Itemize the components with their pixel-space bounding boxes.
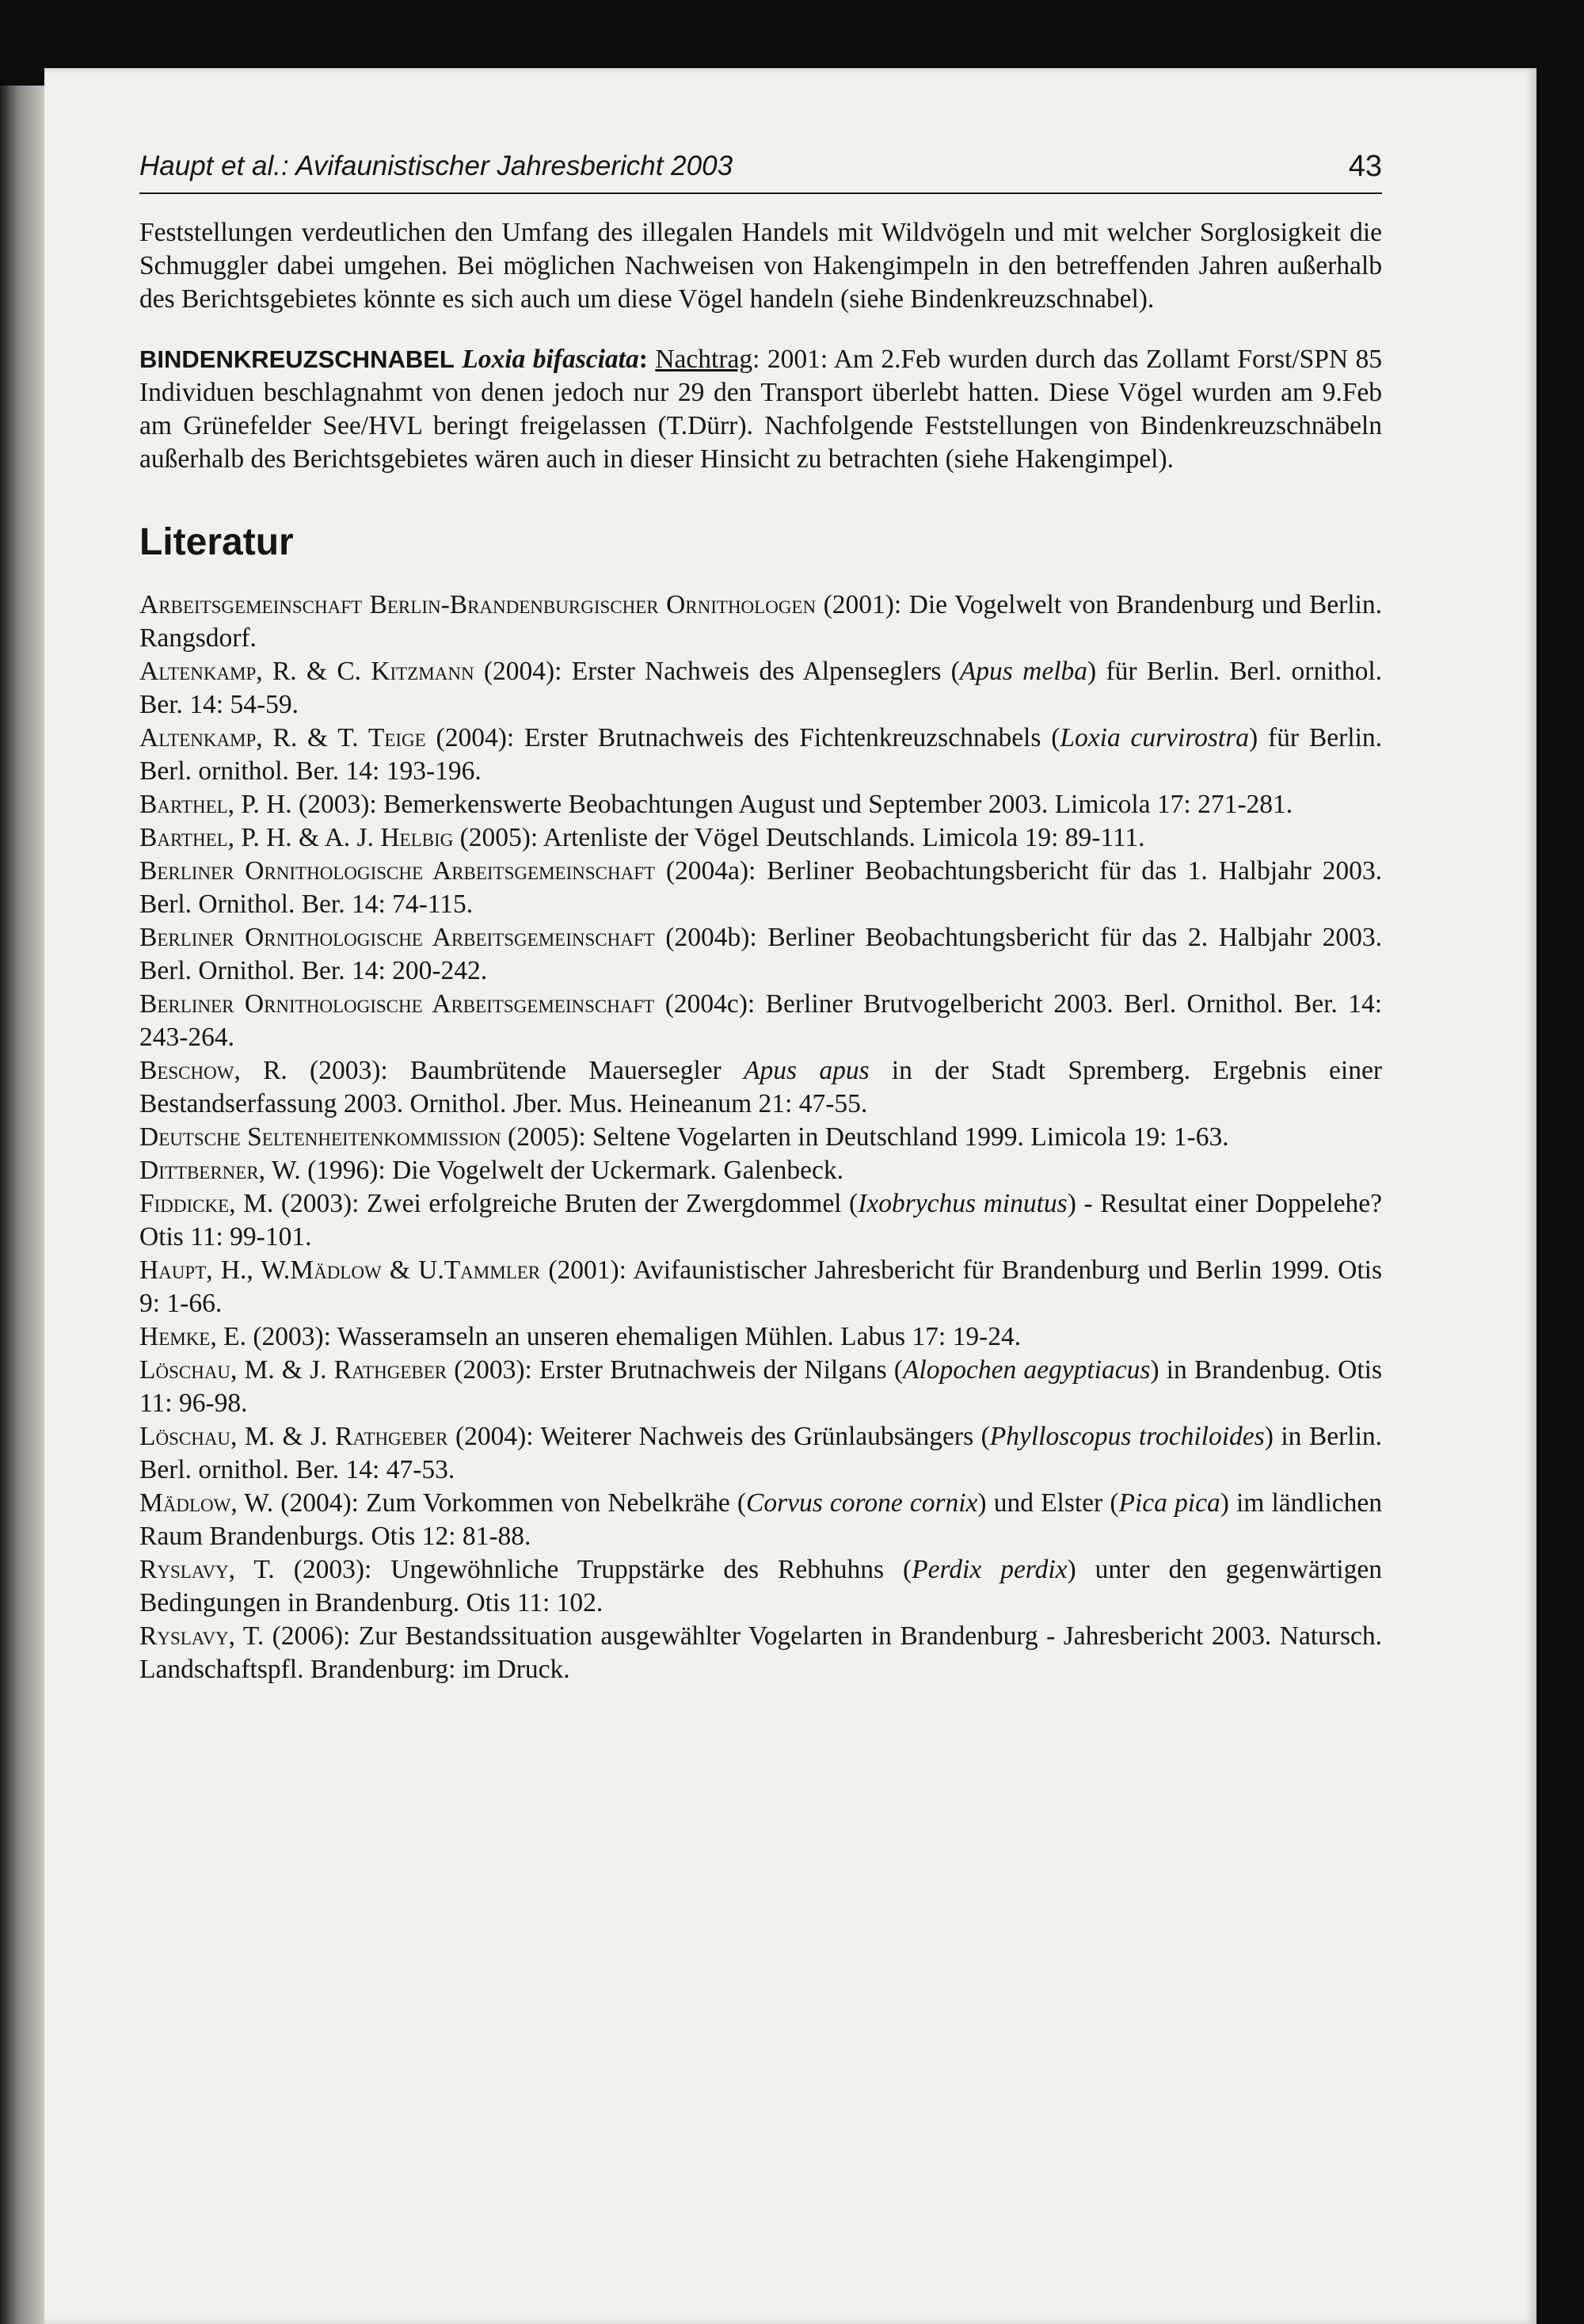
- intro-paragraph: Feststellungen verdeutlichen den Umfang des illegalen Handels mit Wildvögeln und mit welcher Sorglosigkeit die Schmuggler dabei umgehen. Bei möglichen Nachweisen von Hakengimpeln in den betreffenden Jahren außerhalb des Berichtsgebietes könnte es sich auch um diese Vögel handeln (siehe Bindenkreuzschnabel).: [139, 218, 1382, 314]
- reference-text: (2004b): Berliner Beobachtungsbericht für das 2. Halbjahr 2003. Berl. Ornithol. Ber. 14: 200-242.: [139, 923, 1382, 985]
- reference-author: Mädlow, W.: [139, 1488, 274, 1518]
- reference-text: ) in Brandenbug. Otis 11: 96-98.: [139, 1355, 1382, 1418]
- reference-author: Hemke, E.: [139, 1322, 246, 1351]
- reference-text: (2004): Erster Nachweis des Alpenseglers (: [474, 657, 960, 686]
- reference-text: ) im ländlichen Raum Brandenburgs. Otis 12: 81-88.: [139, 1488, 1382, 1551]
- reference-text: (2003): Bemerkenswerte Beobachtungen August und September 2003. Limicola 17: 271-281.: [291, 790, 1293, 819]
- reference-item: [139, 1420, 1382, 1487]
- reference-species-latin: Pica pica: [1118, 1488, 1220, 1518]
- reference-text: (2004): Weiterer Nachweis des Grünlaubsängers (: [447, 1422, 990, 1451]
- reference-item: [139, 1054, 1382, 1121]
- reference-species-latin: Alopochen aegyptiacus: [902, 1355, 1151, 1385]
- reference-item: [139, 1553, 1382, 1620]
- reference-item: [139, 1154, 1382, 1187]
- reference-text: (1996): Die Vogelwelt der Uckermark. Galenbeck.: [300, 1156, 844, 1185]
- running-title: Haupt et al.: Avifaunistischer Jahresbericht 2003: [139, 150, 733, 181]
- reference-author: Ryslavy, T.: [139, 1555, 275, 1584]
- reference-species-latin: Corvus corone cornix: [746, 1488, 978, 1518]
- reference-text: (2005): Artenliste der Vögel Deutschlands. Limicola 19: 89-111.: [453, 823, 1145, 852]
- reference-item: [139, 589, 1382, 655]
- reference-author: Löschau, M. & J. Rathgeber: [139, 1355, 447, 1385]
- reference-text: ) unter den gegenwärtigen Bedingungen in Brandenburg. Otis 11: 102.: [139, 1555, 1382, 1617]
- reference-author: Haupt, H., W.Mädlow & U.Tammler: [139, 1255, 541, 1285]
- reference-text: (2001): Die Vogelwelt von Brandenburg und Berlin. Rangsdorf.: [139, 590, 1382, 653]
- species-colon: :: [638, 345, 648, 374]
- reference-text: in der Stadt Spremberg. Ergebnis einer Bestandserfassung 2003. Ornithol. Jber. Mus. Heineanum 21: 47-55.: [139, 1056, 1382, 1118]
- reference-author: Fiddicke, M.: [139, 1189, 274, 1218]
- reference-species-latin: Ixobrychus minutus: [858, 1189, 1068, 1218]
- reference-list: [139, 589, 1382, 1686]
- reference-author: Berliner Ornithologische Arbeitsgemeinschaft: [139, 989, 655, 1019]
- reference-species-latin: Apus apus: [744, 1056, 870, 1085]
- reference-text: (2004): Zum Vorkommen von Nebelkrähe (: [273, 1488, 747, 1518]
- reference-author: Barthel, P. H.: [139, 790, 292, 819]
- reference-text: (2003): Erster Brutnachweis der Nilgans (: [447, 1355, 903, 1385]
- reference-text: (2003): Zwei erfolgreiche Bruten der Zwergdommel (: [273, 1189, 859, 1218]
- reference-item: [139, 921, 1382, 988]
- reference-species-latin: Apus melba: [959, 657, 1088, 686]
- reference-species-latin: Perdix perdix: [912, 1555, 1068, 1584]
- reference-item: [139, 1121, 1382, 1154]
- reference-item: [139, 988, 1382, 1054]
- reference-text: ) für Berlin. Berl. ornithol. Ber. 14: 193-196.: [139, 723, 1382, 786]
- page-number: 43: [1348, 150, 1382, 183]
- reference-author: Beschow, R.: [139, 1056, 287, 1085]
- reference-species-latin: Loxia curvirostra: [1060, 723, 1250, 752]
- species-latin: Loxia bifasciata: [462, 345, 639, 374]
- scan-left-edge: [0, 86, 44, 2324]
- reference-item: [139, 1354, 1382, 1420]
- reference-author: Arbeitsgemeinschaft Berlin-Brandenburgischer Ornithologen: [139, 590, 817, 619]
- reference-text: (2004a): Berliner Beobachtungsbericht für das 1. Halbjahr 2003. Berl. Ornithol. Ber. 14: 74-115.: [139, 856, 1383, 919]
- reference-author: Altenkamp, R. & C. Kitzmann: [139, 657, 474, 686]
- running-header: [139, 150, 1382, 194]
- reference-author: Ryslavy, T.: [139, 1621, 265, 1651]
- reference-text: (2004c): Berliner Brutvogelbericht 2003. Berl. Ornithol. Ber. 14: 243-264.: [139, 989, 1382, 1052]
- reference-text: (2006): Zur Bestandssituation ausgewählter Vogelarten in Brandenburg - Jahresbericht 2003. Natursch. Landschaftspfl. Brandenburg: im Druck.: [139, 1621, 1382, 1684]
- reference-text: ) für Berlin. Berl. ornithol. Ber. 14: 54-59.: [139, 657, 1382, 719]
- reference-item: [139, 788, 1382, 821]
- reference-text: (2004): Erster Brutnachweis des Fichtenkreuzschnabels (: [425, 723, 1060, 752]
- reference-text: (2003): Ungewöhnliche Truppstärke des Rebhuhns (: [274, 1555, 912, 1584]
- species-paragraph: [139, 343, 1382, 476]
- reference-text: (2005): Seltene Vogelarten in Deutschland 1999. Limicola 19: 1-63.: [501, 1122, 1229, 1152]
- reference-item: [139, 1254, 1382, 1320]
- reference-item: [139, 655, 1382, 722]
- reference-item: [139, 1620, 1382, 1686]
- reference-author: Altenkamp, R. & T. Teige: [139, 723, 426, 752]
- reference-author: Berliner Ornithologische Arbeitsgemeinschaft: [139, 856, 656, 886]
- species-text: : 2001: Am 2.Feb wurden durch das Zollamt Forst/SPN 85 Individuen beschlagnahmt von denen jedoch nur 29 den Transport überlebt hatten. Diese Vögel wurden am 9.Feb am Grünefelder See/HVL beringt freigelassen (T.Dürr). Nachfolgende Feststellungen von Bindenkreuzschnäbeln außerhalb des Berichtsgebietes wären auch in dieser Hinsicht zu betrachten (siehe Hakengimpel).: [139, 345, 1383, 474]
- nachtrag-label: Nachtrag: [655, 345, 753, 374]
- reference-author: Löschau, M. & J. Rathgeber: [139, 1422, 448, 1451]
- reference-author: Berliner Ornithologische Arbeitsgemeinschaft: [139, 923, 655, 952]
- reference-text: ) - Resultat einer Doppelehe? Otis 11: 99-101.: [139, 1189, 1383, 1252]
- reference-text: (2001): Avifaunistischer Jahresbericht für Brandenburg und Berlin 1999. Otis 9: 1-66.: [139, 1255, 1382, 1318]
- species-name: BINDENKREUZSCHNABEL: [139, 345, 455, 373]
- reference-item: [139, 1320, 1382, 1354]
- reference-species-latin: Phylloscopus trochiloides: [989, 1422, 1265, 1451]
- journal-page: [44, 68, 1536, 2324]
- reference-text: (2003): Baumbrütende Mauersegler: [287, 1056, 744, 1085]
- article-body: [139, 216, 1382, 1686]
- reference-author: Dittberner, W.: [139, 1156, 301, 1185]
- reference-text: (2003): Wasseramseln an unseren ehemaligen Mühlen. Labus 17: 19-24.: [246, 1322, 1022, 1351]
- literatur-heading: Literatur: [139, 521, 294, 563]
- reference-author: Barthel, P. H. & A. J. Helbig: [139, 823, 454, 852]
- reference-author: Deutsche Seltenheitenkommission: [139, 1122, 501, 1152]
- reference-text: ) und Elster (: [977, 1488, 1119, 1518]
- reference-text: ) in Berlin. Berl. ornithol. Ber. 14: 47-53.: [139, 1422, 1383, 1484]
- reference-item: [139, 722, 1382, 788]
- reference-item: [139, 1487, 1382, 1553]
- reference-item: [139, 1187, 1382, 1254]
- reference-item: [139, 855, 1382, 921]
- reference-item: [139, 821, 1382, 855]
